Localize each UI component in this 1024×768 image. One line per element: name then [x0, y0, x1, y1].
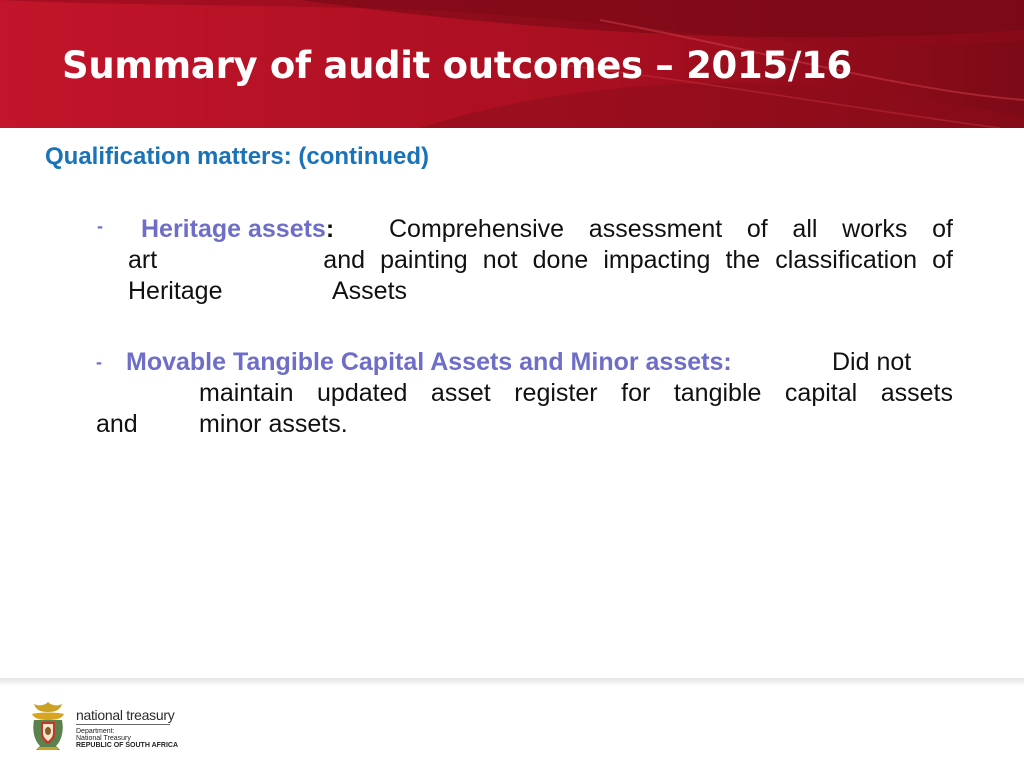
bullet-text-line: art and painting not done impacting the classification of: [128, 246, 953, 274]
bullet-text-line: Heritage: [128, 277, 223, 305]
bullet-colon: :: [325, 215, 335, 243]
bullet-text-line: Did not: [832, 348, 912, 376]
footer-divider: [0, 678, 1024, 686]
title-banner: [0, 0, 1024, 128]
bullet-dash: -: [96, 352, 102, 372]
bullet-text-line: minor assets.: [199, 410, 348, 438]
section-subheading: Qualification matters: (continued): [45, 143, 430, 170]
bullet-dash: -: [97, 216, 103, 236]
bullet-text-line: Comprehensive assessment of all works of: [389, 215, 953, 243]
brand-rule: [76, 724, 170, 725]
bullet-text-line: maintain updated asset register for tangible capital assets: [199, 379, 953, 407]
slide-title: Summary of audit outcomes – 2015/16: [62, 44, 852, 87]
country-name: REPUBLIC OF SOUTH AFRICA: [76, 742, 179, 749]
brand-wordmark: national treasury: [76, 707, 175, 723]
bullet-text-line: Assets: [332, 277, 408, 305]
bullet-lead: Movable Tangible Capital Assets and Minor assets:: [126, 348, 732, 376]
department-name: National Treasury: [76, 735, 131, 742]
department-label: Department:: [76, 728, 115, 735]
coat-of-arms-logo: [28, 700, 68, 752]
bullet-text-line: and: [96, 410, 138, 438]
bullet-lead: Heritage assets: [141, 215, 326, 243]
